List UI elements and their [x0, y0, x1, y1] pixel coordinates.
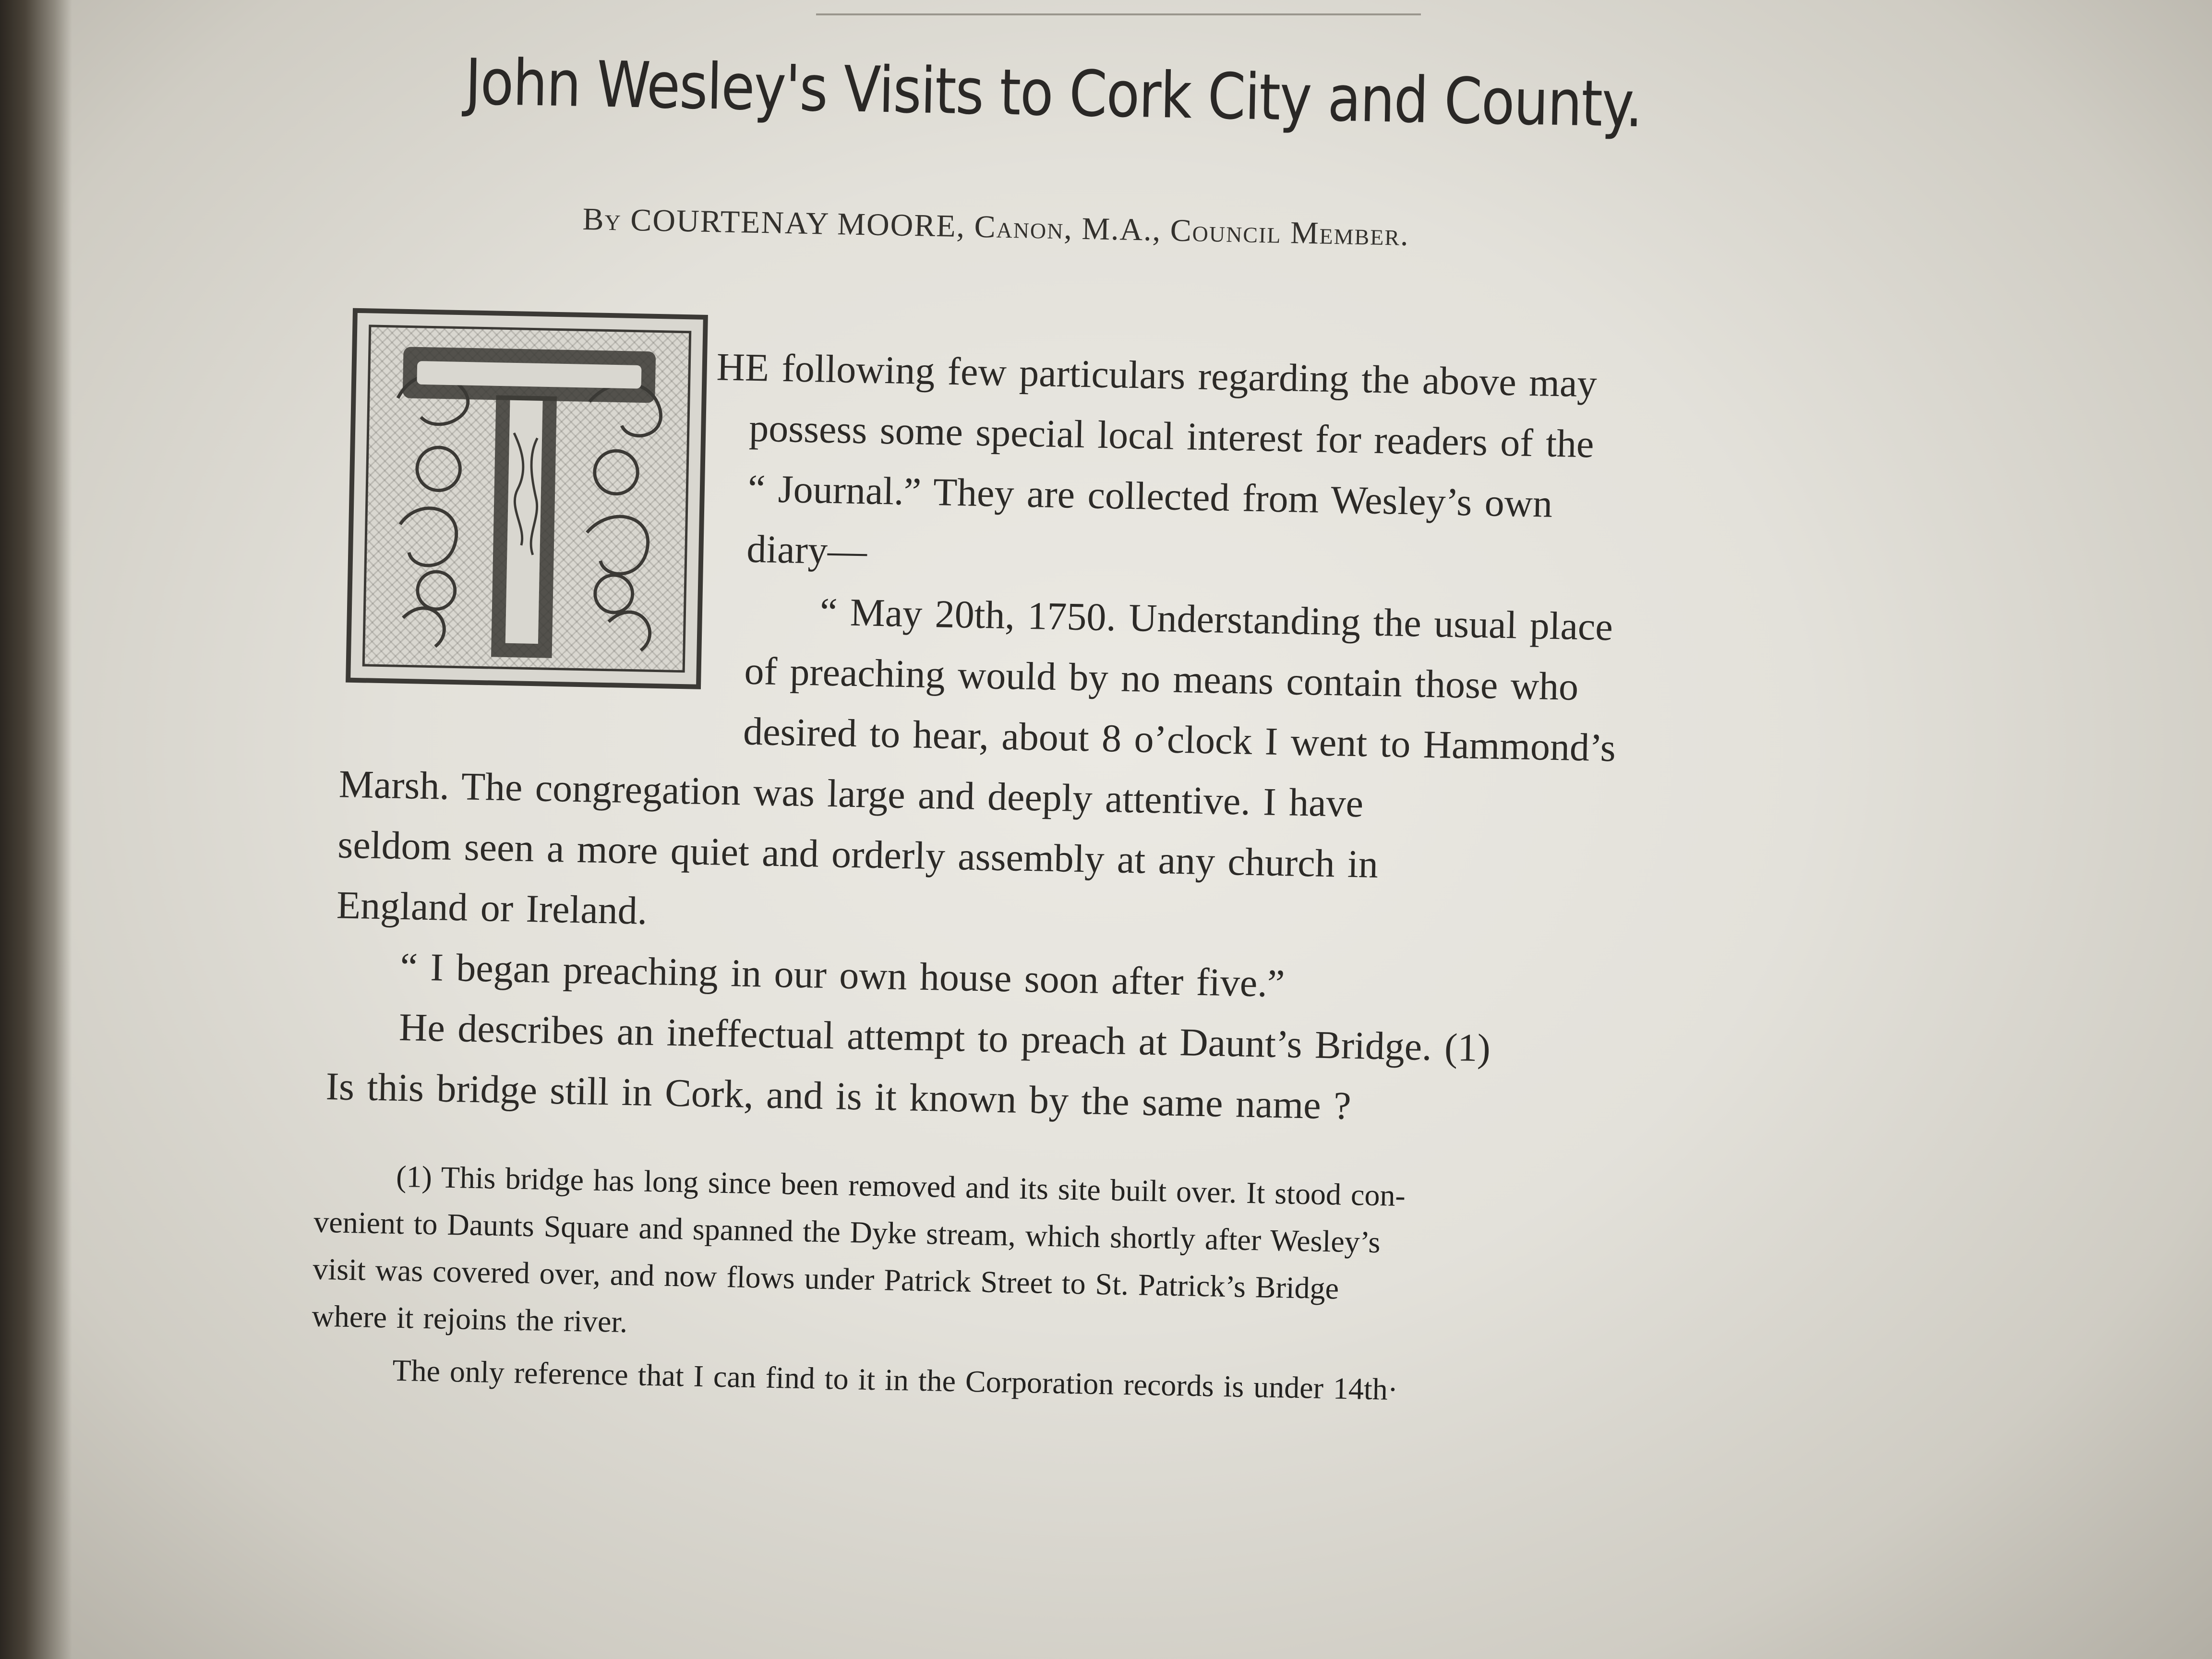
body-line: “ May 20th, 1750. Understanding the usual place — [819, 589, 1613, 649]
footnote-line: where it rejoins the river. — [312, 1298, 628, 1339]
body-line: of preaching would by no means contain those who — [744, 649, 1579, 709]
body-line: England or Ireland. — [336, 883, 648, 933]
body-line: possess some special local interest for readers of the — [748, 406, 1595, 466]
footnote-line: (1) This bridge has long since been removed and its site built over. It stood con- — [396, 1159, 1406, 1213]
article-title: John Wesley's Visits to Cork City and County. — [464, 45, 1643, 142]
article-byline: By COURTENAY MOORE, Canon, M.A., Council Member. — [582, 201, 1410, 252]
footnote-line: visit was covered over, and now flows under Patrick Street to St. Patrick’s Bridge — [312, 1251, 1339, 1306]
body-line: “ I began preaching in our own house soon after five.” — [399, 944, 1286, 1006]
footnote-line: venient to Daunts Square and spanned the Dyke stream, which shortly after Wesley’s — [313, 1204, 1381, 1260]
drop-cap-ornament-border — [362, 325, 692, 673]
body-line: “ Journal.” They are collected from Wesley’s own — [747, 466, 1553, 526]
body-line: seldom seen a more quiet and orderly assembly at any church in — [337, 822, 1379, 886]
body-line: Marsh. The congregation was large and deeply attentive. I have — [338, 762, 1364, 826]
body-line: He describes an ineffectual attempt to preach at Daunt’s Bridge. (1) — [398, 1005, 1491, 1070]
decorative-drop-cap — [346, 308, 708, 689]
footnote-line: The only reference that I can find to it in the Corporation records is under 14th· — [392, 1353, 1398, 1407]
body-line: Is this bridge still in Cork, and is it known by the same name ? — [325, 1064, 1352, 1128]
body-line: HE following few particulars regarding the above may — [716, 345, 1598, 406]
body-line: desired to hear, about 8 o’clock I went to Hammond’s — [743, 709, 1616, 770]
body-line: diary— — [746, 527, 867, 573]
drop-cap-floral-ornament-icon — [365, 327, 689, 671]
